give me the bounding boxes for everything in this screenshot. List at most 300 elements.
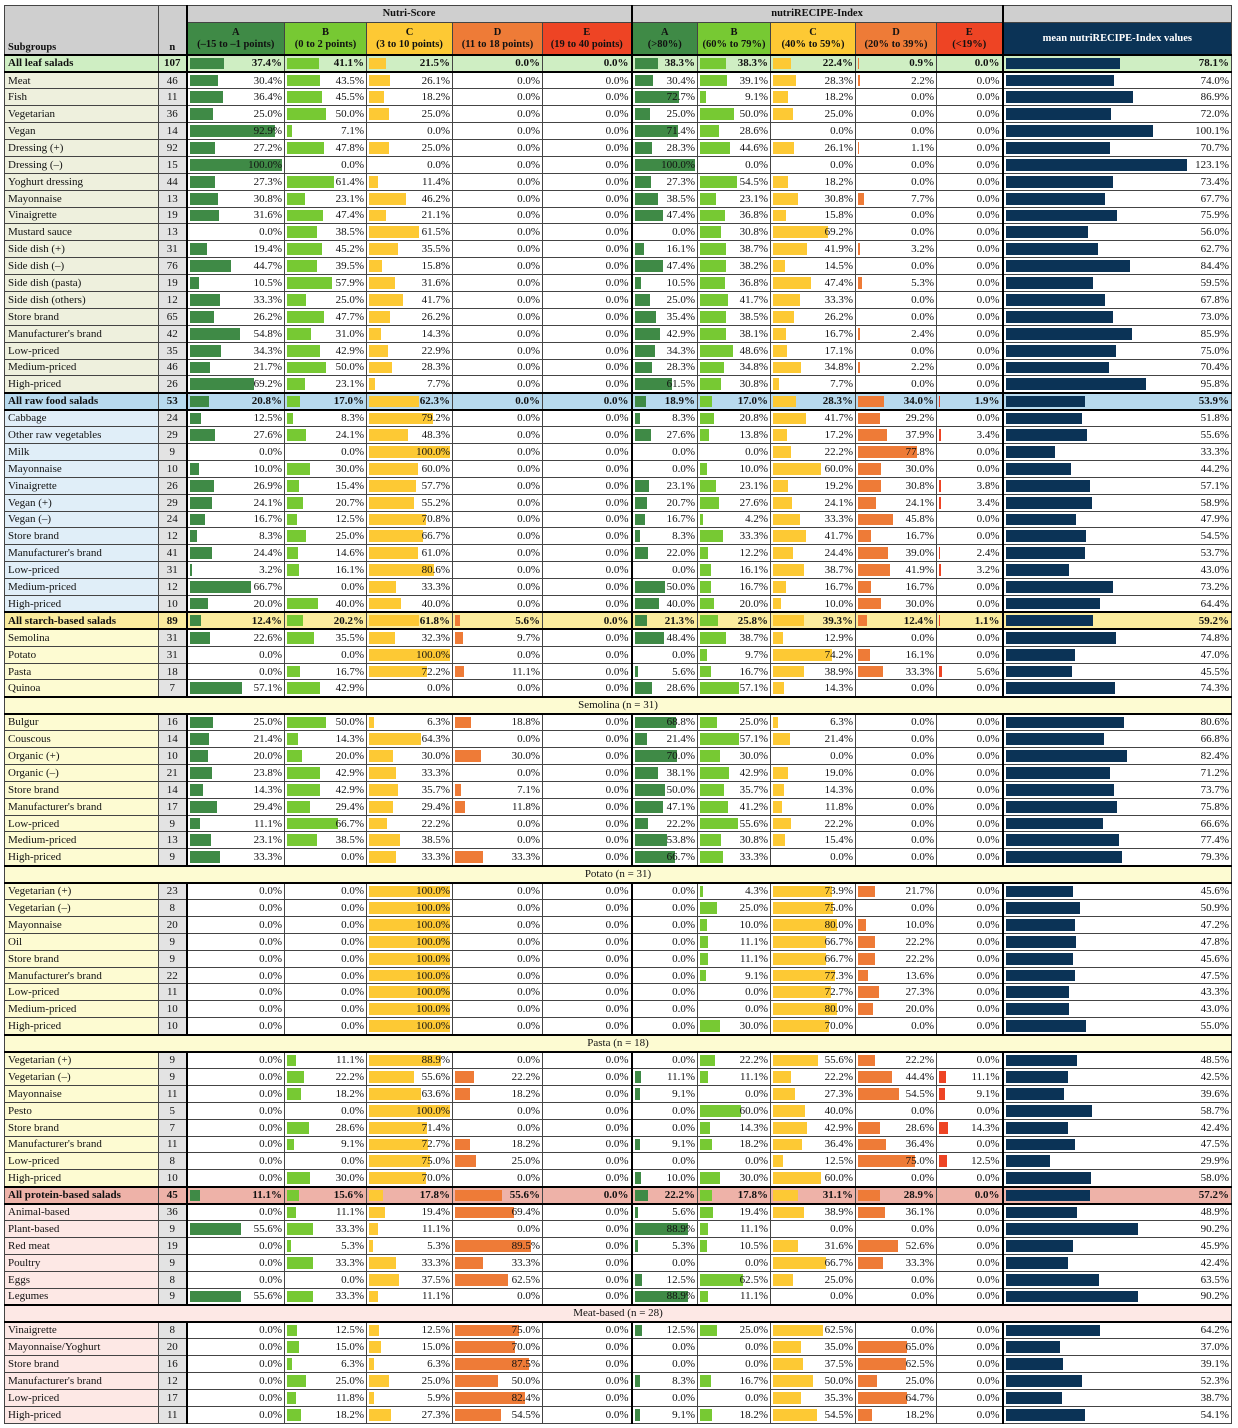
percentage-bar [773, 378, 779, 389]
percentage-bar [939, 1088, 945, 1100]
percentage-value: 0.0% [605, 412, 629, 425]
mean-index-cell [1003, 72, 1232, 89]
percentage-value: 0.0% [605, 1003, 629, 1016]
ns-grade-b-cell [285, 663, 367, 680]
percentage-bar [773, 733, 790, 745]
nr-grade-e-cell [937, 933, 1003, 950]
percentage-value: 50.0% [335, 716, 364, 729]
nr-grade-d-cell [856, 731, 937, 748]
percentage-value: 11.1% [667, 1070, 696, 1083]
percentage-value: 16.7% [335, 665, 364, 678]
percentage-bar [635, 581, 665, 593]
percentage-value: 0.0% [605, 91, 629, 104]
table-row [5, 663, 1232, 680]
percentage-value: 0.0% [976, 834, 1000, 847]
grade-label: B [321, 26, 329, 38]
ns-grade-c-cell [367, 1153, 453, 1170]
subgroup-name: Medium-priced [5, 1001, 159, 1018]
percentage-value: 30.0% [905, 597, 935, 610]
subgroup-name: Meat [5, 72, 159, 89]
percentage-value: 15.4% [824, 834, 854, 847]
percentage-value: 0.0% [605, 361, 629, 374]
nr-grade-c-cell [771, 207, 856, 224]
percentage-value: 23.1% [666, 479, 696, 492]
percentage-value: 0.0% [605, 918, 629, 931]
percentage-bar [858, 1122, 880, 1134]
percentage-value: 0.0% [605, 209, 629, 222]
percentage-value: 0.0% [517, 530, 540, 543]
percentage-value: 100.0% [416, 969, 450, 982]
percentage-bar [635, 1409, 641, 1421]
mean-index-bar [1006, 311, 1113, 323]
mean-index-value: 42.4% [1200, 1256, 1230, 1269]
percentage-bar [773, 243, 807, 255]
nr-grade-b-cell [698, 224, 771, 241]
percentage-value: 16.7% [739, 665, 769, 678]
ns-grade-c-cell [367, 663, 453, 680]
nr-grade-e-cell [937, 1389, 1003, 1406]
ns-grade-a-header [187, 23, 285, 56]
ns-grade-d-cell [453, 443, 543, 460]
nr-grade-c-cell [771, 393, 856, 410]
percentage-bar [369, 1325, 379, 1336]
ns-grade-d-cell [453, 308, 543, 325]
percentage-value: 0.0% [672, 952, 696, 965]
percentage-bar [939, 429, 941, 441]
sample-size: 17 [159, 1389, 187, 1406]
ns-grade-c-cell [367, 967, 453, 984]
percentage-bar [369, 1223, 378, 1235]
percentage-bar [700, 784, 724, 796]
percentage-bar [287, 413, 293, 424]
percentage-value: 0.0% [517, 1290, 540, 1303]
percentage-value: 40.0% [335, 597, 364, 610]
ns-grade-c-cell [367, 612, 453, 629]
percentage-value: 0.0% [517, 141, 540, 154]
percentage-value: 62.5% [739, 1273, 769, 1286]
percentage-value: 100.0% [416, 1104, 450, 1117]
percentage-value: 0.0% [911, 749, 935, 762]
percentage-bar [773, 345, 787, 357]
percentage-bar [773, 91, 788, 103]
percentage-bar [773, 1257, 826, 1269]
percentage-value: 0.0% [517, 479, 540, 492]
percentage-bar [858, 1358, 906, 1370]
percentage-bar [190, 311, 214, 323]
mean-index-bar [1006, 682, 1115, 693]
mean-index-cell [1003, 562, 1232, 579]
percentage-bar [700, 142, 730, 154]
ns-grade-e-cell [543, 967, 632, 984]
ns-grade-a-cell [187, 849, 285, 866]
percentage-value: 42.9% [335, 682, 364, 695]
percentage-value: 1.1% [974, 614, 1000, 627]
ns-grade-e-cell [543, 849, 632, 866]
sample-size: 36 [159, 106, 187, 123]
nr-grade-e-cell [937, 224, 1003, 241]
percentage-value: 0.0% [672, 918, 696, 931]
ns-grade-d-header [453, 23, 543, 56]
ns-grade-a-cell [187, 798, 285, 815]
nr-grade-d-cell [856, 190, 937, 207]
subgroup-name: Medium-priced [5, 359, 159, 376]
subgroup-name: Manufacturer's brand [5, 1136, 159, 1153]
ns-grade-a-cell [187, 1339, 285, 1356]
percentage-value: 0.0% [745, 1358, 769, 1371]
mean-index-value: 75.9% [1200, 209, 1230, 222]
percentage-bar [287, 1071, 304, 1083]
nr-grade-c-cell [771, 579, 856, 596]
section-header-row [5, 1305, 1232, 1322]
nr-grade-e-cell [937, 443, 1003, 460]
percentage-value: 0.0% [605, 665, 629, 678]
percentage-bar [700, 429, 709, 441]
percentage-value: 33.3% [335, 1222, 364, 1235]
percentage-value: 21.7% [253, 361, 282, 374]
ns-grade-c-cell [367, 1220, 453, 1237]
ns-grade-e-cell [543, 325, 632, 342]
percentage-value: 62.3% [419, 395, 450, 408]
percentage-value: 0.0% [976, 378, 1000, 391]
mean-index-bar [1006, 210, 1118, 222]
mean-index-value: 84.4% [1200, 260, 1230, 273]
percentage-bar [190, 547, 213, 559]
percentage-value: 66.7% [421, 530, 450, 543]
percentage-bar [700, 1105, 741, 1117]
percentage-value: 64.3% [421, 733, 450, 746]
nr-grade-e-cell [937, 798, 1003, 815]
percentage-value: 0.0% [605, 1054, 629, 1067]
ns-grade-b-cell [285, 849, 367, 866]
nr-grade-b-cell [698, 1001, 771, 1018]
grade-range: (20% to 39%) [864, 38, 928, 50]
percentage-value: 48.3% [421, 429, 450, 442]
percentage-value: 0.0% [745, 1341, 769, 1354]
sample-size: 29 [159, 427, 187, 444]
nr-grade-a-cell [632, 359, 698, 376]
percentage-value: 35.7% [421, 783, 450, 796]
percentage-value: 18.2% [335, 1087, 364, 1100]
nr-grade-a-cell [632, 241, 698, 258]
ns-grade-e-cell [543, 815, 632, 832]
percentage-value: 0.0% [517, 547, 540, 560]
ns-grade-a-cell [187, 1170, 285, 1187]
percentage-value: 0.0% [830, 1290, 854, 1303]
percentage-bar [369, 818, 387, 830]
percentage-value: 20.8% [739, 412, 769, 425]
subgroup-name: Poultry [5, 1254, 159, 1271]
table-row [5, 241, 1232, 258]
percentage-value: 0.0% [976, 817, 1000, 830]
percentage-bar [700, 277, 725, 289]
percentage-bar [190, 243, 208, 255]
mean-index-value: 45.6% [1200, 952, 1230, 965]
sample-size: 10 [159, 1001, 187, 1018]
percentage-bar [773, 1122, 807, 1134]
nr-grade-c-cell [771, 89, 856, 106]
nr-grade-c-cell [771, 798, 856, 815]
ns-grade-e-cell [543, 359, 632, 376]
ns-grade-d-cell [453, 1271, 543, 1288]
percentage-value: 0.0% [517, 682, 540, 695]
percentage-bar [287, 733, 298, 745]
mean-index-bar [1006, 615, 1093, 626]
mean-index-value: 67.8% [1200, 293, 1230, 306]
percentage-value: 34.3% [253, 344, 282, 357]
percentage-value: 74.2% [824, 648, 854, 661]
percentage-value: 0.0% [911, 631, 935, 644]
percentage-bar [858, 514, 893, 526]
percentage-bar [700, 682, 739, 693]
percentage-value: 42.9% [335, 766, 364, 779]
ns-grade-b-cell [285, 342, 367, 359]
nr-grade-d-cell [856, 545, 937, 562]
nr-grade-c-cell [771, 1356, 856, 1373]
ns-grade-c-cell [367, 511, 453, 528]
ns-grade-e-cell [543, 410, 632, 427]
nr-grade-c-cell [771, 460, 856, 477]
percentage-bar [858, 58, 859, 69]
nr-grade-b-cell [698, 714, 771, 731]
percentage-value: 11.4% [421, 175, 450, 188]
nr-grade-b-cell [698, 1254, 771, 1271]
ns-grade-b-cell [285, 72, 367, 89]
percentage-value: 0.0% [605, 901, 629, 914]
subgroup-name: High-priced [5, 849, 159, 866]
nr-grade-b-cell [698, 443, 771, 460]
nr-grade-a-cell [632, 967, 698, 984]
percentage-value: 88.9% [421, 1054, 450, 1067]
nr-grade-e-cell [937, 72, 1003, 89]
nr-grade-e-cell [937, 1204, 1003, 1221]
percentage-value: 0.0% [672, 1155, 696, 1168]
percentage-value: 30.4% [253, 74, 282, 87]
percentage-bar [635, 142, 652, 154]
percentage-bar [700, 260, 726, 272]
percentage-bar [190, 429, 216, 441]
percentage-value: 0.0% [830, 851, 854, 864]
nr-grade-b-cell [698, 596, 771, 613]
percentage-value: 0.0% [517, 293, 540, 306]
mean-index-value: 95.8% [1200, 378, 1230, 391]
percentage-value: 0.0% [259, 648, 282, 661]
percentage-value: 75.0% [905, 1155, 935, 1168]
percentage-value: 41.9% [905, 564, 935, 577]
percentage-value: 0.0% [517, 1054, 540, 1067]
nr-grade-c-cell [771, 1102, 856, 1119]
percentage-value: 35.0% [824, 1341, 854, 1354]
percentage-value: 0.0% [605, 243, 629, 256]
nr-grade-b-cell [698, 410, 771, 427]
nr-grade-b-cell [698, 376, 771, 393]
percentage-bar [700, 1172, 720, 1183]
percentage-bar [369, 91, 384, 103]
grade-label: C [405, 26, 414, 38]
sample-size: 11 [159, 89, 187, 106]
percentage-value: 10.5% [739, 1239, 769, 1252]
percentage-value: 68.8% [666, 716, 696, 729]
percentage-bar [773, 413, 806, 424]
percentage-bar [190, 480, 215, 492]
percentage-bar [858, 936, 875, 948]
percentage-bar [700, 581, 711, 593]
percentage-value: 7.7% [427, 378, 450, 391]
percentage-value: 17.8% [737, 1189, 769, 1202]
ns-grade-e-cell [543, 427, 632, 444]
ns-grade-b-cell [285, 1052, 367, 1069]
percentage-bar [858, 1139, 886, 1151]
mean-index-bar [1006, 1190, 1090, 1201]
percentage-value: 39.1% [739, 74, 769, 87]
percentage-bar [369, 1341, 381, 1353]
ns-grade-b-cell [285, 258, 367, 275]
subgroup-name: All raw food salads [5, 393, 159, 410]
mean-index-bar [1006, 429, 1088, 441]
percentage-value: 3.4% [976, 496, 1000, 509]
percentage-value: 0.0% [605, 1239, 629, 1252]
percentage-bar [369, 784, 398, 796]
percentage-bar [369, 1358, 374, 1370]
percentage-bar [700, 818, 738, 830]
mean-index-cell [1003, 291, 1232, 308]
sample-size: 46 [159, 359, 187, 376]
percentage-value: 25.0% [666, 108, 696, 121]
percentage-bar [190, 108, 213, 120]
percentage-value: 33.3% [421, 851, 450, 864]
nr-grade-c-cell [771, 443, 856, 460]
subgroup-name: Low-priced [5, 815, 159, 832]
percentage-value: 0.0% [911, 378, 935, 391]
nr-grade-a-cell [632, 764, 698, 781]
percentage-value: 33.3% [905, 665, 935, 678]
ns-grade-c-cell [367, 883, 453, 900]
ns-grade-b-cell [285, 1322, 367, 1339]
percentage-value: 100.0% [416, 986, 450, 999]
percentage-value: 0.0% [605, 1358, 629, 1371]
table-row [5, 646, 1232, 663]
table-row [5, 1136, 1232, 1153]
percentage-value: 0.0% [976, 462, 1000, 475]
percentage-bar [369, 615, 419, 626]
percentage-bar [287, 243, 322, 255]
table-row [5, 1254, 1232, 1271]
nr-grade-c-cell [771, 528, 856, 545]
nr-grade-a-cell [632, 1204, 698, 1221]
percentage-value: 54.5% [739, 175, 769, 188]
percentage-value: 7.7% [830, 378, 854, 391]
nr-grade-a-cell [632, 207, 698, 224]
mean-index-bar [1006, 480, 1090, 492]
nr-grade-c-cell [771, 1018, 856, 1035]
nr-grade-b-cell [698, 207, 771, 224]
ns-grade-a-cell [187, 123, 285, 140]
percentage-value: 23.1% [739, 479, 769, 492]
percentage-value: 0.0% [603, 614, 629, 627]
percentage-bar [773, 1325, 823, 1336]
percentage-bar [773, 176, 788, 188]
mean-index-cell [1003, 1018, 1232, 1035]
ns-grade-e-cell [543, 376, 632, 393]
table-row [5, 89, 1232, 106]
ns-grade-d-cell [453, 1170, 543, 1187]
percentage-bar [700, 345, 733, 357]
percentage-value: 0.0% [976, 260, 1000, 273]
percentage-bar [700, 226, 721, 238]
mean-index-cell [1003, 596, 1232, 613]
subgroup-name: Medium-priced [5, 832, 159, 849]
nr-grade-a-cell [632, 596, 698, 613]
ns-grade-a-cell [187, 55, 285, 72]
ns-grade-d-cell [453, 781, 543, 798]
ns-grade-c-cell [367, 123, 453, 140]
percentage-value: 69.4% [511, 1206, 540, 1219]
nr-grade-b-cell [698, 291, 771, 308]
percentage-bar [773, 1105, 805, 1117]
percentage-value: 34.3% [666, 344, 696, 357]
sample-size: 13 [159, 224, 187, 241]
mean-index-value: 67.7% [1200, 192, 1230, 205]
nr-grade-d-cell [856, 832, 937, 849]
mean-index-cell [1003, 376, 1232, 393]
ns-grade-b-cell [285, 579, 367, 596]
mean-index-cell [1003, 984, 1232, 1001]
percentage-bar [190, 784, 203, 796]
percentage-value: 0.0% [605, 175, 629, 188]
sample-size: 10 [159, 1018, 187, 1035]
percentage-bar [287, 1207, 296, 1218]
percentage-bar [858, 362, 860, 374]
group-total-row [5, 1187, 1232, 1204]
nr-grade-a-cell [632, 308, 698, 325]
percentage-bar [773, 1274, 793, 1286]
percentage-value: 0.0% [341, 901, 364, 914]
percentage-value: 0.0% [911, 158, 935, 171]
percentage-value: 5.3% [911, 277, 935, 290]
percentage-value: 0.0% [427, 158, 450, 171]
mean-index-bar [1006, 1392, 1063, 1404]
percentage-value: 0.0% [911, 716, 935, 729]
table-row [5, 190, 1232, 207]
percentage-value: 11.1% [421, 1290, 450, 1303]
ns-grade-e-cell [543, 1220, 632, 1237]
table-row [5, 308, 1232, 325]
nr-grade-a-cell [632, 1018, 698, 1035]
percentage-value: 13.6% [905, 969, 935, 982]
percentage-value: 0.0% [605, 682, 629, 695]
nr-grade-e-cell [937, 1356, 1003, 1373]
sample-size: 5 [159, 1102, 187, 1119]
mean-index-bar [1006, 564, 1069, 576]
ns-grade-d-cell [453, 596, 543, 613]
sample-size: 31 [159, 241, 187, 258]
percentage-value: 0.0% [605, 1408, 629, 1421]
mean-index-bar [1006, 446, 1055, 458]
percentage-value: 0.0% [517, 344, 540, 357]
nr-grade-e-cell [937, 916, 1003, 933]
sample-size: 65 [159, 308, 187, 325]
percentage-bar [287, 1223, 313, 1235]
percentage-value: 0.0% [976, 277, 1000, 290]
percentage-bar [635, 75, 653, 86]
table-row [5, 1271, 1232, 1288]
table-row [5, 460, 1232, 477]
percentage-value: 0.0% [605, 834, 629, 847]
nr-grade-b-cell [698, 139, 771, 156]
percentage-value: 0.0% [259, 969, 282, 982]
percentage-value: 35.7% [739, 783, 769, 796]
ns-grade-a-cell [187, 139, 285, 156]
nr-grade-d-cell [856, 1085, 937, 1102]
